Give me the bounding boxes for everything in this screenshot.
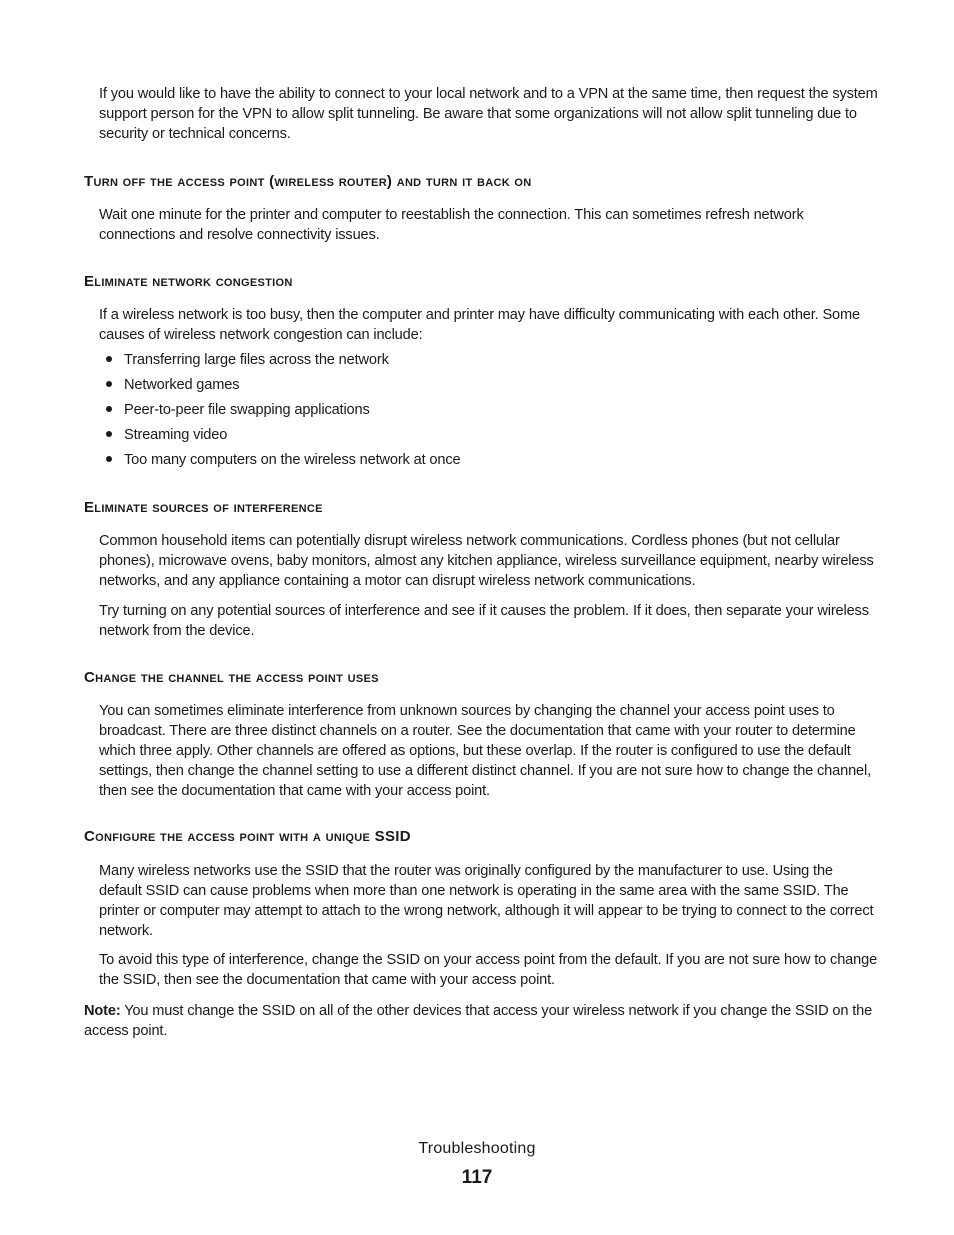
paragraph-wait-one-minute: Wait one minute for the printer and computer to reestablish the connection. This can sometimes refresh network connections and resolve connectivity issues. [99, 207, 804, 243]
paragraph-household-items: Common household items can potentially disrupt wireless network communications. Cordless phones (but not cellular phones), microwave ovens, baby monitors, almost any kitchen appliance, wireless surveillance equipment, nearby wireless networks, and any appliance containing a motor can disrupt wireless network communications. [99, 533, 874, 589]
list-item [99, 400, 460, 425]
paragraph-try-turning-on: Try turning on any potential sources of interference and see if it causes the problem. If it does, then separate your wireless network from the device. [99, 603, 869, 639]
list-item [99, 350, 460, 375]
list-item-text: Streaming video [124, 427, 228, 443]
list-item [99, 450, 460, 475]
paragraph-default-ssid: Many wireless networks use the SSID that the router was originally configured by the manufacturer to use. Using the default SSID can cause problems when more than one network is operating in the same area with the same SSID. The printer or computer may attempt to attach to the wrong network, although it will appear to be trying to connect to the correct network. [99, 863, 874, 939]
bullet-icon [106, 381, 112, 387]
note-label: Note: [84, 1003, 121, 1019]
heading-turn-off-access-point: Turn off the access point (wireless router) and turn it back on [84, 173, 532, 190]
list-item-text: Peer-to-peer file swapping applications [124, 402, 370, 418]
bullet-icon [106, 356, 112, 362]
heading-eliminate-congestion: Eliminate network congestion [84, 273, 293, 290]
list-item [99, 375, 460, 400]
page-number: 117 [461, 1167, 493, 1188]
heading-change-channel: Change the channel the access point uses [84, 669, 379, 686]
heading-eliminate-interference: Eliminate sources of interference [84, 499, 323, 516]
bullet-icon [106, 406, 112, 412]
paragraph-network-busy: If a wireless network is too busy, then the computer and printer may have difficulty communicating with each other. Some causes of wireless network congestion can include: [99, 307, 860, 343]
list-item-text: Too many computers on the wireless network at once [124, 452, 461, 468]
heading-unique-ssid: Configure the access point with a unique SSID [84, 828, 411, 845]
paragraph-avoid-interference: To avoid this type of interference, change the SSID on your access point from the default. If you are not sure how to change the SSID, then see the documentation that came with your access point. [99, 952, 878, 988]
list-item-text: Transferring large files across the network [124, 352, 389, 368]
congestion-causes-list [99, 350, 460, 475]
bullet-icon [106, 431, 112, 437]
paragraph-split-tunneling: If you would like to have the ability to connect to your local network and to a VPN at the same time, then request the system support person for the VPN to allow split tunneling. Be aware that some organizations will not allow split tunneling due to security or technical concerns. [99, 86, 878, 142]
list-item-text: Networked games [124, 377, 240, 393]
note [84, 1001, 874, 1041]
paragraph-change-channel: You can sometimes eliminate interference from unknown sources by changing the channel your access point uses to broadcast. There are three distinct channels on a router. See the documentation that came with your router to determine which three apply. Other channels are offered as options, but these overlap. If the router is configured to use the default settings, then change the channel setting to use a different distinct channel. If you are not sure how to change the channel, then see the documentation that came with your access point. [99, 703, 872, 799]
footer-section-title: Troubleshooting [418, 1140, 536, 1157]
list-item [99, 425, 460, 450]
note-text: You must change the SSID on all of the other devices that access your wireless network if you change the SSID on the access point. [84, 1003, 873, 1039]
bullet-icon [106, 456, 112, 462]
